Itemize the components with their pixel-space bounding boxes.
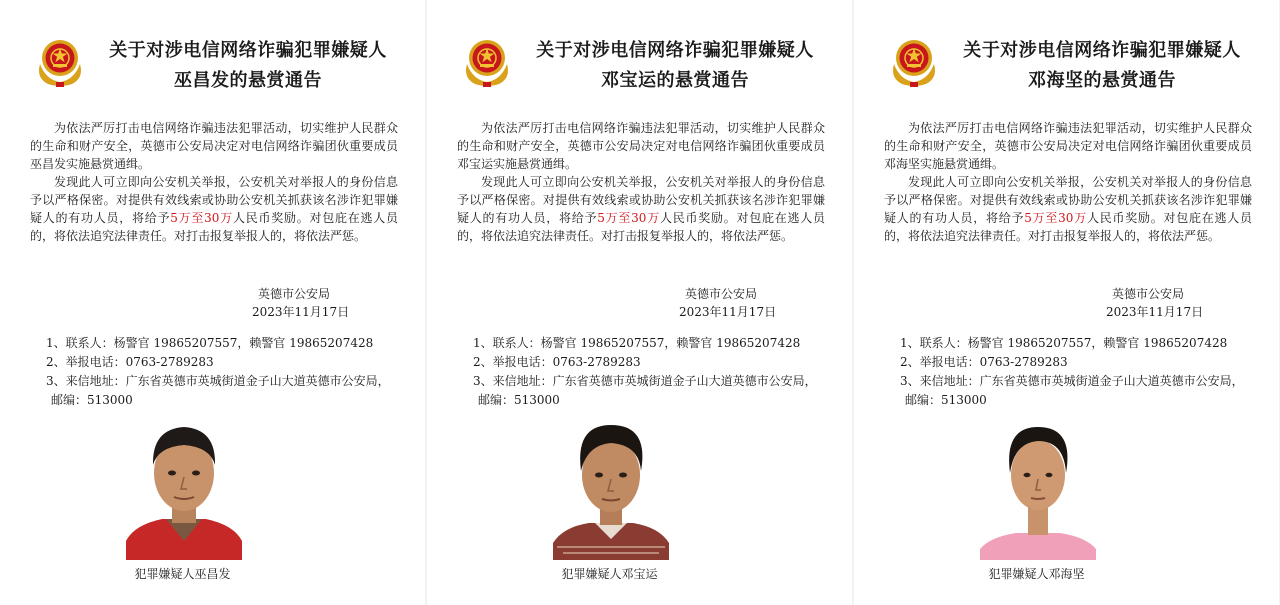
postal-code: 邮编：513000 [51,393,133,407]
notice-body [457,119,825,245]
title-line-1: 关于对涉电信网络诈骗犯罪嫌疑人 [109,40,387,61]
postal-code: 邮编：513000 [905,393,987,407]
notice-title [88,36,408,96]
issue-date: 2023年11月17日 [252,305,350,319]
body-paragraph-2-end: 人民币奖励。对包庇在逃人员的，将依法追究法律责任。对打击报复举报人的，将依法严惩。 [884,211,1252,243]
photo-caption: 犯罪嫌疑人邓海坚 [988,567,1085,581]
suspect-photo [553,419,669,560]
title-line-1: 关于对涉电信网络诈骗犯罪嫌疑人 [963,40,1241,61]
report-phone: 2、举报电话：0763-2789283 [900,355,1068,369]
contact-list [473,334,817,410]
issue-date: 2023年11月17日 [1106,305,1204,319]
issuer-name: 英德市公安局 [685,287,758,301]
reward-amount: 5万至30万 [170,211,233,225]
body-paragraph-2-start: 发现此人可立即向公安机关举报，公安机关对举报人的身份信息予以严格保密。对提供有效线索或协助公安机关抓获该名涉诈犯罪嫌疑人的有功人员，将给予 [457,175,825,225]
body-paragraph-1: 为依法严厉打击电信网络诈骗违法犯罪活动，切实维护人民群众的生命和财产安全，英德市公安局决定对电信网络诈骗团伙重要成员邓海坚实施悬赏通缉。 [884,121,1252,171]
reward-notice [0,0,425,605]
report-phone: 2、举报电话：0763-2789283 [46,355,214,369]
police-emblem-icon [888,34,940,88]
issuer-name: 英德市公安局 [1112,287,1185,301]
reward-amount: 5万至30万 [597,211,660,225]
reward-notice [427,0,852,605]
postal-code: 邮编：513000 [478,393,560,407]
contact-list [46,334,390,410]
notice-body [30,119,398,245]
reward-notice [854,0,1279,605]
body-paragraph-1: 为依法严厉打击电信网络诈骗违法犯罪活动，切实维护人民群众的生命和财产安全，英德市公安局决定对电信网络诈骗团伙重要成员巫昌发实施悬赏通缉。 [30,121,398,171]
contact-persons: 1、联系人：杨警官 19865207557，赖警官 19865207428 [900,336,1228,350]
body-paragraph-1: 为依法严厉打击电信网络诈骗违法犯罪活动，切实维护人民群众的生命和财产安全，英德市公安局决定对电信网络诈骗团伙重要成员邓宝运实施悬赏通缉。 [457,121,825,171]
issue-date: 2023年11月17日 [679,305,777,319]
title-line-2: 巫昌发的悬赏通告 [174,70,322,91]
contact-persons: 1、联系人：杨警官 19865207557，赖警官 19865207428 [473,336,801,350]
title-line-2: 邓宝运的悬赏通告 [601,70,749,91]
contact-list [900,334,1244,410]
photo-caption: 犯罪嫌疑人邓宝运 [561,567,658,581]
notice-title [515,36,835,96]
police-emblem-icon [34,34,86,88]
contact-persons: 1、联系人：杨警官 19865207557，赖警官 19865207428 [46,336,374,350]
body-paragraph-2 [30,173,398,245]
body-paragraph-2-end: 人民币奖励。对包庇在逃人员的，将依法追究法律责任。对打击报复举报人的，将依法严惩。 [30,211,398,243]
notice-body [884,119,1252,245]
reward-amount: 5万至30万 [1024,211,1087,225]
body-paragraph-2-end: 人民币奖励。对包庇在逃人员的，将依法追究法律责任。对打击报复举报人的，将依法严惩。 [457,211,825,243]
body-paragraph-2 [457,173,825,245]
issuer-name: 英德市公安局 [258,287,331,301]
mailing-address: 3、来信地址：广东省英德市英城街道金子山大道英德市公安局， [46,374,390,388]
body-paragraph-2-start: 发现此人可立即向公安机关举报，公安机关对举报人的身份信息予以严格保密。对提供有效线索或协助公安机关抓获该名涉诈犯罪嫌疑人的有功人员，将给予 [30,175,398,225]
title-line-1: 关于对涉电信网络诈骗犯罪嫌疑人 [536,40,814,61]
photo-caption: 犯罪嫌疑人巫昌发 [134,567,231,581]
body-paragraph-2 [884,173,1252,245]
title-line-2: 邓海坚的悬赏通告 [1028,70,1176,91]
mailing-address: 3、来信地址：广东省英德市英城街道金子山大道英德市公安局， [900,374,1244,388]
suspect-photo [980,419,1096,560]
mailing-address: 3、来信地址：广东省英德市英城街道金子山大道英德市公安局， [473,374,817,388]
report-phone: 2、举报电话：0763-2789283 [473,355,641,369]
police-emblem-icon [461,34,513,88]
body-paragraph-2-start: 发现此人可立即向公安机关举报，公安机关对举报人的身份信息予以严格保密。对提供有效线索或协助公安机关抓获该名涉诈犯罪嫌疑人的有功人员，将给予 [884,175,1252,225]
suspect-photo [126,419,242,560]
notice-title [942,36,1262,96]
